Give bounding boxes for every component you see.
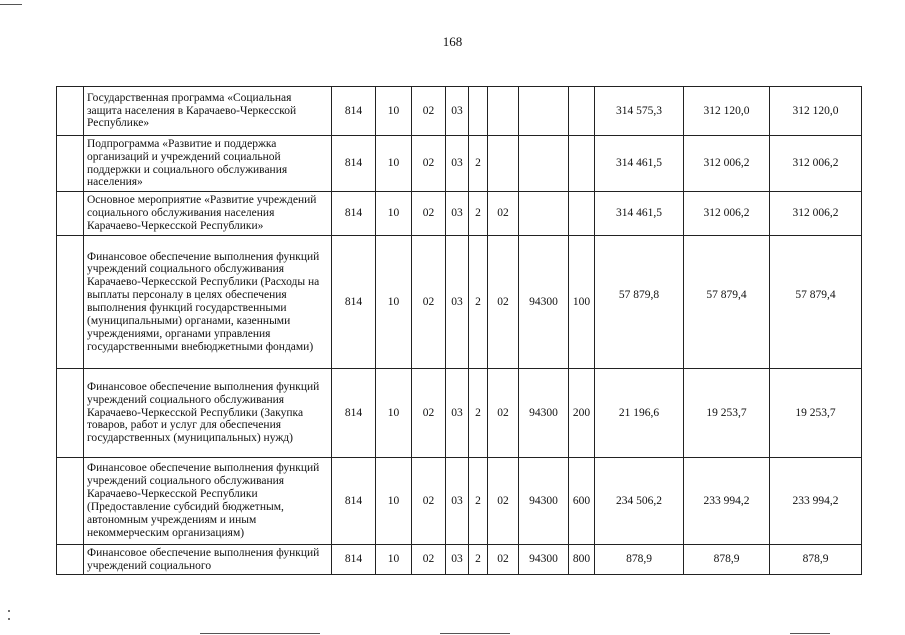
subprogram-code: 2 (469, 236, 488, 369)
table-row (57, 87, 862, 136)
ved-code: 814 (332, 136, 376, 192)
table-row (57, 369, 862, 458)
program-code: 03 (446, 192, 469, 236)
program-code: 03 (446, 369, 469, 458)
subprogram-code: 2 (469, 136, 488, 192)
direction-code (519, 87, 569, 136)
amount-year-1: 314 461,5 (595, 192, 684, 236)
amount-year-2: 312 120,0 (684, 87, 770, 136)
event-code (488, 87, 519, 136)
direction-code: 94300 (519, 369, 569, 458)
amount-year-3: 312 120,0 (770, 87, 862, 136)
program-code: 03 (446, 545, 469, 575)
section-code: 10 (376, 458, 412, 545)
program-code: 03 (446, 236, 469, 369)
amount-year-1: 314 575,3 (595, 87, 684, 136)
subsection-code: 02 (412, 87, 446, 136)
table-row (57, 545, 862, 575)
ved-code: 814 (332, 458, 376, 545)
amount-year-1: 21 196,6 (595, 369, 684, 458)
expense-type-code: 200 (569, 369, 595, 458)
subsection-code: 02 (412, 458, 446, 545)
program-code: 03 (446, 458, 469, 545)
amount-year-2: 312 006,2 (684, 136, 770, 192)
direction-code: 94300 (519, 458, 569, 545)
amount-year-2: 57 879,4 (684, 236, 770, 369)
amount-year-2: 878,9 (684, 545, 770, 575)
section-code: 10 (376, 87, 412, 136)
program-code: 03 (446, 87, 469, 136)
scan-dot (8, 618, 10, 620)
subsection-code: 02 (412, 192, 446, 236)
amount-year-1: 57 879,8 (595, 236, 684, 369)
row-index-cell (57, 87, 84, 136)
direction-code: 94300 (519, 545, 569, 575)
amount-year-3: 312 006,2 (770, 136, 862, 192)
table-row (57, 458, 862, 545)
amount-year-3: 57 879,4 (770, 236, 862, 369)
direction-code (519, 192, 569, 236)
ved-code: 814 (332, 192, 376, 236)
row-index-cell (57, 458, 84, 545)
section-code: 10 (376, 192, 412, 236)
event-code: 02 (488, 369, 519, 458)
row-index-cell (57, 136, 84, 192)
row-name: Финансовое обеспечение выполнения функций учреждений социального обслуживания Карачаево-Черкесской Республики (Закупка товаров, работ и услуг для обеспечения государственных (муниципальных) нужд) (84, 369, 332, 458)
amount-year-3: 878,9 (770, 545, 862, 575)
amount-year-3: 312 006,2 (770, 192, 862, 236)
ved-code: 814 (332, 545, 376, 575)
subsection-code: 02 (412, 136, 446, 192)
expense-type-code: 100 (569, 236, 595, 369)
row-index-cell (57, 545, 84, 575)
amount-year-3: 233 994,2 (770, 458, 862, 545)
program-code: 03 (446, 136, 469, 192)
expense-type-code: 800 (569, 545, 595, 575)
budget-table (56, 86, 862, 575)
subsection-code: 02 (412, 545, 446, 575)
expense-type-code (569, 192, 595, 236)
row-index-cell (57, 192, 84, 236)
direction-code (519, 136, 569, 192)
subprogram-code: 2 (469, 545, 488, 575)
amount-year-3: 19 253,7 (770, 369, 862, 458)
subprogram-code (469, 87, 488, 136)
event-code: 02 (488, 236, 519, 369)
row-name: Основное мероприятие «Развитие учреждений социального обслуживания населения Карачаево-Черкесской Республики» (84, 192, 332, 236)
subprogram-code: 2 (469, 369, 488, 458)
event-code (488, 136, 519, 192)
ved-code: 814 (332, 369, 376, 458)
event-code: 02 (488, 545, 519, 575)
row-name: Финансовое обеспечение выполнения функций учреждений социального (84, 545, 332, 575)
table-body (57, 87, 862, 575)
amount-year-2: 19 253,7 (684, 369, 770, 458)
row-name: Финансовое обеспечение выполнения функций учреждений социального обслуживания Карачаево-Черкесской Республики (Расходы на выплаты персоналу в целях обеспечения выполнения функций государственными (муниципальными) органами, казенными учреждениями, органами управления государственными внебюджетными фондами) (84, 236, 332, 369)
direction-code: 94300 (519, 236, 569, 369)
row-index-cell (57, 236, 84, 369)
expense-type-code (569, 136, 595, 192)
section-code: 10 (376, 236, 412, 369)
section-code: 10 (376, 136, 412, 192)
amount-year-1: 234 506,2 (595, 458, 684, 545)
page-number: 168 (442, 34, 463, 49)
scan-dot (8, 610, 10, 612)
amount-year-2: 312 006,2 (684, 192, 770, 236)
table-row (57, 236, 862, 369)
subprogram-code: 2 (469, 192, 488, 236)
row-name: Финансовое обеспечение выполнения функций учреждений социального обслуживания Карачаево-Черкесской Республики (Предоставление субсидий бюджетным, автономным учреждениям и иным некоммерческим организациям) (84, 458, 332, 545)
event-code: 02 (488, 192, 519, 236)
row-name: Подпрограмма «Развитие и поддержка организаций и учреждений социальной поддержки и социального обслуживания населения» (84, 136, 332, 192)
amount-year-2: 233 994,2 (684, 458, 770, 545)
row-index-cell (57, 369, 84, 458)
event-code: 02 (488, 458, 519, 545)
subsection-code: 02 (412, 369, 446, 458)
section-code: 10 (376, 369, 412, 458)
expense-type-code (569, 87, 595, 136)
section-code: 10 (376, 545, 412, 575)
expense-type-code: 600 (569, 458, 595, 545)
amount-year-1: 878,9 (595, 545, 684, 575)
row-name: Государственная программа «Социальная защита населения в Карачаево-Черкесской Республике» (84, 87, 332, 136)
table-row (57, 136, 862, 192)
amount-year-1: 314 461,5 (595, 136, 684, 192)
ved-code: 814 (332, 236, 376, 369)
table-row (57, 192, 862, 236)
ved-code: 814 (332, 87, 376, 136)
subsection-code: 02 (412, 236, 446, 369)
subprogram-code: 2 (469, 458, 488, 545)
